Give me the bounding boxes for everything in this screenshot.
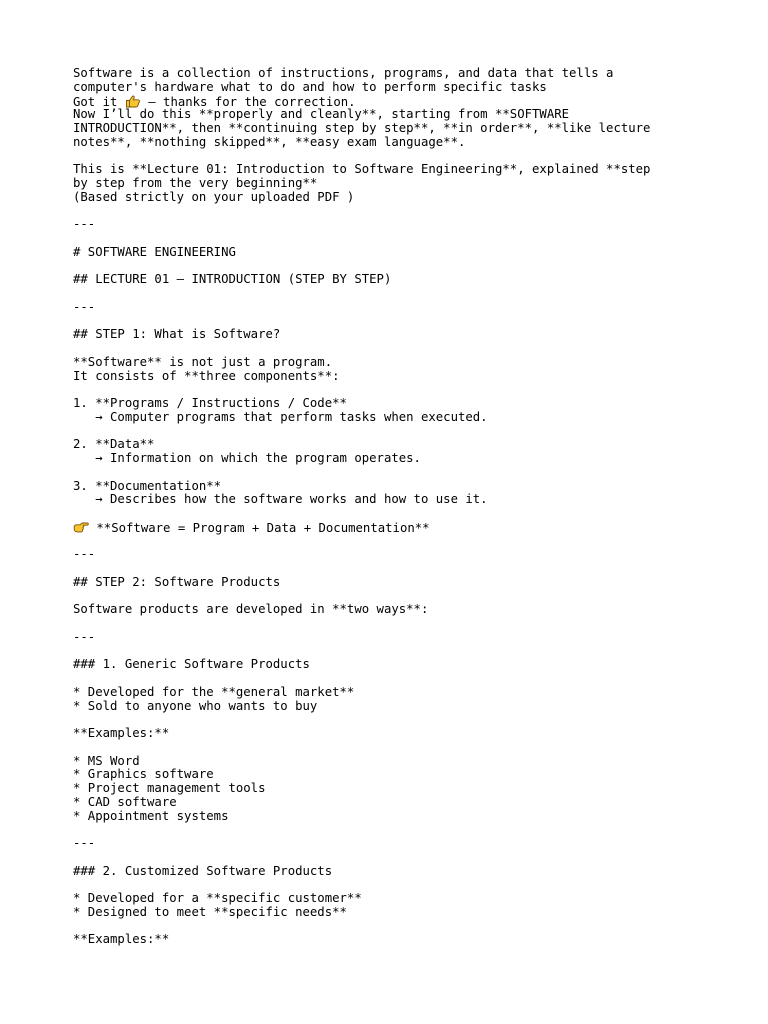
generic-example-item: * Project management tools [73,781,266,795]
horizontal-rule: --- [73,629,96,644]
generic-example-item: * MS Word [73,753,140,768]
got-it-prefix: Got it [73,94,125,109]
step1-body-line-1: **Software** is not just a program. [73,354,333,369]
component-title: 3. **Documentation** [73,478,222,493]
document-title: # SOFTWARE ENGINEERING [73,244,236,259]
blank-line [73,535,713,549]
generic-example-item: * CAD software [73,794,177,809]
blank-line [73,425,713,439]
blank-line [73,672,713,686]
lecture-note-line-2: by step from the very beginning** [73,176,318,190]
blank-line [73,507,713,521]
component-desc: → Describes how the software works and how to use it. [73,492,488,507]
horizontal-rule: --- [73,836,96,850]
component-desc: → Computer programs that perform tasks when executed. [73,409,488,424]
horizontal-rule: --- [73,299,96,314]
blank-line [73,920,713,934]
generic-heading: ### 1. Generic Software Products [73,657,310,672]
thumbs-up-icon [125,95,141,108]
step2-intro: Software products are developed in **two ways**: [73,602,429,617]
lecture-note-line-1: This is **Lecture 01: Introduction to Software Engineering**, explained **step [73,162,651,177]
customized-bullet: * Developed for a **specific customer** [73,891,362,905]
intro-line-2: computer's hardware what to do and how to perform specific tasks [73,79,547,94]
blank-line [73,383,713,397]
software-formula: **Software = Program + Data + Documentation** [89,520,430,535]
blank-line [73,232,713,246]
blank-line [73,150,713,164]
plan-line-2: INTRODUCTION**, then **continuing step by step**, **in order**, **like lecture [73,121,651,135]
generic-examples-label: **Examples:** [73,726,170,740]
blank-line [73,287,713,301]
horizontal-rule: --- [73,547,96,562]
blank-line [73,878,713,892]
blank-line [73,342,713,356]
component-title: 2. **Data** [73,437,155,452]
blank-line [73,205,713,219]
blank-line [73,590,713,604]
software-formula-line [73,521,713,535]
blank-line [73,617,713,631]
got-it-line [73,95,713,109]
plan-line-1: Now I’ll do this **properly and cleanly**, starting from **SOFTWARE [73,107,570,122]
document-subtitle: ## LECTURE 01 — INTRODUCTION (STEP BY STEP) [73,272,392,287]
plan-line-3: notes**, **nothing skipped**, **easy exam language**. [73,134,466,149]
generic-bullet: * Developed for the **general market** [73,684,355,699]
intro-line-1: Software is a collection of instructions, programs, and data that tells a [73,66,614,80]
generic-bullet: * Sold to anyone who wants to buy [73,698,318,713]
blank-line [73,851,713,865]
generic-example-item: * Graphics software [73,767,214,782]
horizontal-rule: --- [73,217,96,232]
pointing-hand-icon [73,521,89,534]
customized-examples-label: **Examples:** [73,932,170,947]
component-desc: → Information on which the program operates. [73,451,421,465]
lecture-note-line-3: (Based strictly on your uploaded PDF ) [73,189,355,204]
customized-heading: ### 2. Customized Software Products [73,863,333,878]
got-it-suffix: — thanks for the correction. [140,94,356,109]
blank-line [73,315,713,329]
blank-line [73,713,713,727]
blank-line [73,645,713,659]
blank-line [73,741,713,755]
blank-line [73,562,713,576]
step1-body-line-2: It consists of **three components**: [73,368,340,383]
component-title: 1. **Programs / Instructions / Code** [73,396,347,410]
customized-bullet: * Designed to meet **specific needs** [73,904,347,919]
document-page [73,67,713,947]
step1-heading: ## STEP 1: What is Software? [73,327,281,342]
step2-heading: ## STEP 2: Software Products [73,574,281,589]
blank-line [73,260,713,274]
generic-example-item: * Appointment systems [73,808,229,823]
blank-line [73,823,713,837]
blank-line [73,466,713,480]
